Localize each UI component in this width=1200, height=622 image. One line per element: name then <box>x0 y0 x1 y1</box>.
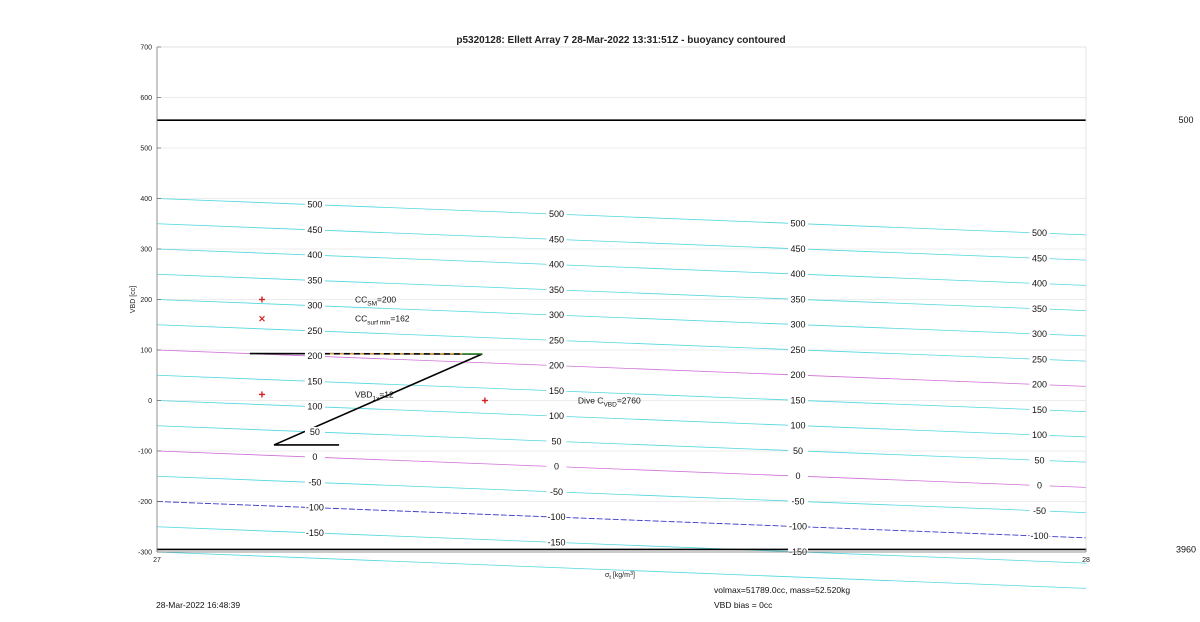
y-tick-label-3: 400 <box>140 196 152 203</box>
contour-label-3-6: 150 <box>1032 404 1048 415</box>
marker-1 <box>259 316 264 321</box>
contour-label-3-9: 300 <box>1032 329 1048 340</box>
contour-label-3-5: 100 <box>1032 430 1048 441</box>
marker-label-1: $CC_{surf min}=162$ <box>354 313 410 327</box>
contour-label-1-10: 350 <box>548 284 564 295</box>
contour-label-0-13: 450 <box>307 224 323 235</box>
contour-label-2-12: 450 <box>790 243 806 254</box>
x-tick-label-0: 27 <box>153 557 161 564</box>
marker-0 <box>259 297 265 303</box>
contour-label-0-4: 0 <box>312 452 318 463</box>
contour-label-0-3: -50 <box>308 477 322 488</box>
contour-label-3-2: -50 <box>1033 505 1047 516</box>
contour-label-0-8: 200 <box>307 351 323 362</box>
contour-label-2-13: 500 <box>790 218 806 229</box>
contour-label-0-9: 250 <box>307 325 323 336</box>
hline-label-0: 500 <box>1178 115 1194 126</box>
contour-label-3-3: 0 <box>1037 480 1043 491</box>
contour-label-2-8: 250 <box>790 344 806 355</box>
contour-label-2-2: -50 <box>791 496 805 507</box>
y-tick-label-10: -300 <box>137 549 152 557</box>
marker-label-0: $CC_{SM}=200$ <box>354 294 397 308</box>
contour-label-2-3: 0 <box>795 471 801 482</box>
x-axis-label: $\sigma_t$ $[kg/m^3]$ <box>605 571 635 581</box>
contour-label-1-11: 400 <box>548 259 564 270</box>
contour-label-1-7: 200 <box>548 360 564 371</box>
contour-label-0-2: -100 <box>305 502 324 513</box>
contour-label-1-5: 100 <box>548 411 564 422</box>
y-tick-label-2: 500 <box>140 145 152 153</box>
chart-title: p5320128: Ellett Array 7 28-Mar-2022 13:31:51Z - buoyancy contoured <box>456 35 786 46</box>
volmax-mass-text: volmax=51789.0cc, mass=52.520kg <box>714 585 851 595</box>
contour-label-0-1: -150 <box>305 527 324 538</box>
contour-label-1-8: 250 <box>548 335 564 346</box>
contour-label-1-9: 300 <box>548 310 564 321</box>
x-tick-label-1: 28 <box>1082 557 1090 564</box>
y-tick-label-7: 0 <box>148 398 152 405</box>
contour-label-2-0: -150 <box>789 546 808 557</box>
contour-label-0-10: 300 <box>307 300 323 311</box>
contour-label-0-11: 350 <box>307 275 323 286</box>
contour-labels <box>305 200 1050 557</box>
contour-label-0-7: 150 <box>307 376 323 387</box>
contour-label-3-13: 500 <box>1032 228 1048 239</box>
contour-label-1-0: -150 <box>547 537 566 548</box>
buoyancy-contours <box>157 199 1086 589</box>
contour-label-2-6: 150 <box>790 395 806 406</box>
axes <box>130 45 1090 582</box>
contour-label-0-5: 50 <box>309 426 320 437</box>
y-tick-label-1: 600 <box>140 95 152 102</box>
contour-label-2-11: 400 <box>790 269 806 280</box>
y-tick-label-6: 100 <box>140 347 152 355</box>
contour-label-3-7: 200 <box>1032 379 1048 390</box>
y-axis-label: VBD [cc] <box>130 285 137 314</box>
hline-label-1: 3960 <box>1175 544 1197 555</box>
contour-label-2-7: 200 <box>790 370 806 381</box>
marker-3 <box>482 398 488 404</box>
contour-label-3-1: -100 <box>1030 531 1049 542</box>
y-tick-label-4: 300 <box>140 246 152 254</box>
contour-label-0-12: 400 <box>307 250 323 261</box>
contour-label-1-3: 0 <box>553 461 559 472</box>
y-tick-label-0: 700 <box>140 44 152 52</box>
contour-label-1-6: 150 <box>548 385 564 396</box>
grid-lines <box>157 47 1086 552</box>
contour-label-2-4: 50 <box>793 445 804 456</box>
vbd-bias-text: VBD bias = 0cc <box>714 600 773 610</box>
contour-label-1-12: 450 <box>548 234 564 245</box>
contour-label-3-8: 250 <box>1032 354 1048 365</box>
marker-2 <box>259 391 265 397</box>
timestamp-text: 28-Mar-2022 16:48:39 <box>156 600 241 610</box>
contour-label-0-14: 500 <box>307 199 323 210</box>
contour-label-3-12: 450 <box>1032 253 1048 264</box>
contour-label-1-13: 500 <box>548 209 564 220</box>
contour-label-0-6: 100 <box>307 401 323 412</box>
y-tick-label-8: -100 <box>137 448 152 456</box>
contour-label-2-10: 350 <box>790 294 806 305</box>
contour-label-1-2: -50 <box>549 486 563 497</box>
y-tick-label-5: 200 <box>140 297 152 304</box>
contour-label-1-1: -100 <box>547 512 566 523</box>
marker-label-3: Dive $C_{VBD}=2760$ <box>577 395 641 409</box>
contour-label-2-9: 300 <box>790 319 806 330</box>
contour-label-2-5: 100 <box>790 420 806 431</box>
contour-label-3-11: 400 <box>1032 278 1048 289</box>
contour-label-1-4: 50 <box>551 436 562 447</box>
contour-label-3-10: 350 <box>1032 303 1048 314</box>
y-tick-label-9: -200 <box>137 499 152 506</box>
contour-label-3-4: 50 <box>1034 455 1045 466</box>
marker-label-2: $VBD_{1x}=12$ <box>354 389 394 403</box>
contour-label-2-1: -100 <box>789 521 808 532</box>
